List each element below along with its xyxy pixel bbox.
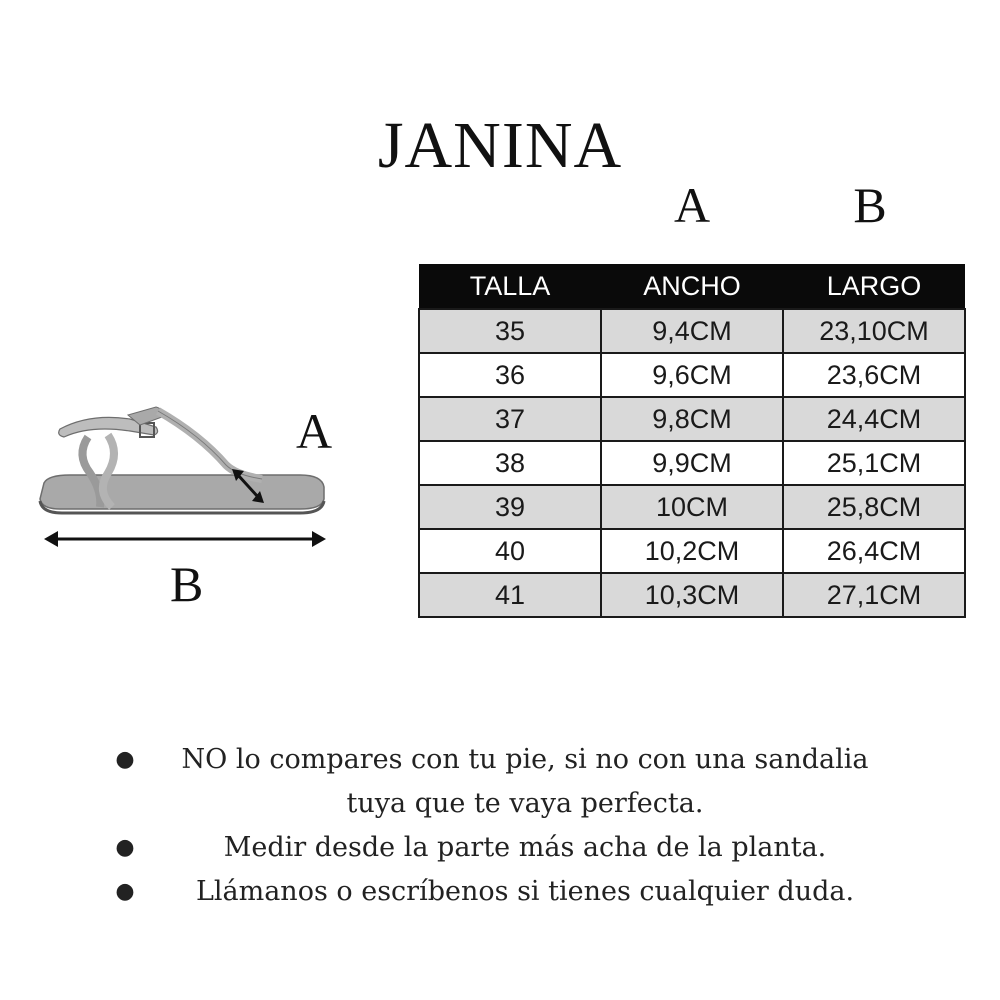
cell-talla: 38 — [419, 441, 601, 485]
cell-ancho: 10,3CM — [601, 573, 783, 617]
cell-largo: 26,4CM — [783, 529, 965, 573]
cell-talla: 35 — [419, 309, 601, 353]
bullet-icon: ● — [115, 835, 135, 860]
table-row — [419, 485, 965, 529]
diagram-label-a: A — [296, 403, 333, 459]
cell-ancho: 10CM — [601, 485, 783, 529]
cell-talla: 41 — [419, 573, 601, 617]
cell-largo: 24,4CM — [783, 397, 965, 441]
note-text: NO lo compares con tu pie, si no con una sandalia tuya que te vaya perfecta. — [181, 744, 869, 819]
list-item — [100, 826, 900, 870]
cell-ancho: 10,2CM — [601, 529, 783, 573]
table-header-row — [419, 264, 965, 309]
table-row — [419, 353, 965, 397]
cell-ancho: 9,6CM — [601, 353, 783, 397]
cell-largo: 25,1CM — [783, 441, 965, 485]
table-row — [419, 309, 965, 353]
column-letter-a: A — [673, 177, 711, 233]
cell-talla: 39 — [419, 485, 601, 529]
diagram-label-b: B — [170, 556, 204, 612]
cell-ancho: 9,4CM — [601, 309, 783, 353]
column-letter-b: B — [853, 177, 887, 233]
table-row — [419, 529, 965, 573]
page-title: JANINA — [377, 109, 623, 182]
cell-talla: 37 — [419, 397, 601, 441]
header-ancho: ANCHO — [601, 264, 783, 309]
list-item — [100, 738, 900, 826]
header-talla: TALLA — [419, 264, 601, 309]
cell-largo: 27,1CM — [783, 573, 965, 617]
table-row — [419, 441, 965, 485]
table-row — [419, 397, 965, 441]
size-table — [418, 264, 966, 618]
cell-largo: 25,8CM — [783, 485, 965, 529]
cell-ancho: 9,8CM — [601, 397, 783, 441]
cell-talla: 36 — [419, 353, 601, 397]
instructions-list — [100, 738, 900, 914]
cell-talla: 40 — [419, 529, 601, 573]
cell-largo: 23,10CM — [783, 309, 965, 353]
cell-ancho: 9,9CM — [601, 441, 783, 485]
sandal-diagram — [30, 395, 340, 555]
bullet-icon: ● — [115, 879, 135, 904]
table-row — [419, 573, 965, 617]
sandal-illustration — [40, 407, 324, 513]
length-arrow — [44, 531, 326, 547]
note-text: Medir desde la parte más acha de la planta. — [223, 832, 827, 863]
bullet-icon: ● — [115, 747, 135, 772]
note-text: Llámanos o escríbenos si tienes cualquier duda. — [195, 876, 855, 907]
cell-largo: 23,6CM — [783, 353, 965, 397]
header-largo: LARGO — [783, 264, 965, 309]
list-item — [100, 870, 900, 914]
